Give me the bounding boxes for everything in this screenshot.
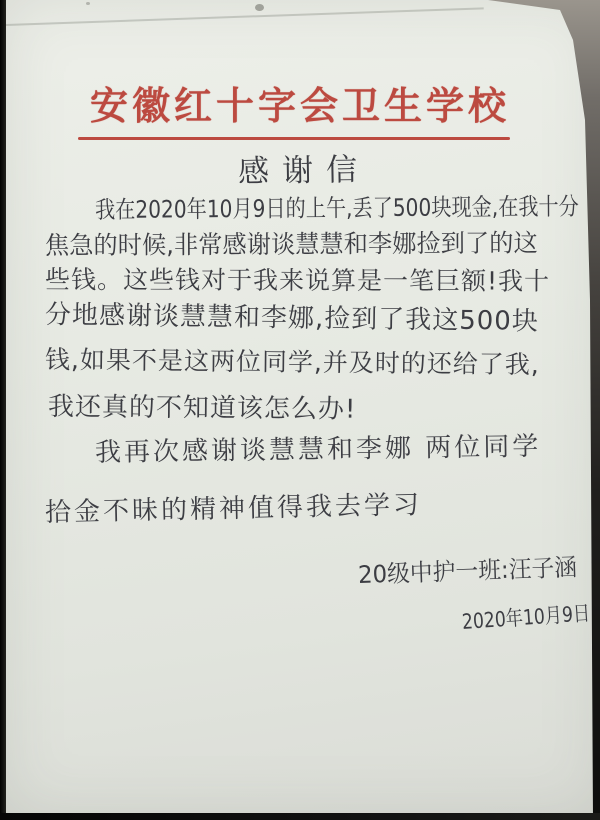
- letterhead-rule: [78, 137, 510, 140]
- handwritten-line-7: 我再次感谢谈慧慧和李娜 两位同学: [94, 431, 542, 468]
- signature: 20级中护一班:汪子涵: [357, 553, 578, 589]
- paper-speck: [255, 4, 264, 11]
- letter-paper: [6, 0, 600, 814]
- photo-background-left-edge: [0, 0, 6, 820]
- handwritten-line-2: 焦急的时候,非常感谢谈慧慧和李娜捡到了的这: [44, 228, 538, 260]
- letter-title: 感谢信: [237, 151, 371, 190]
- handwritten-line-8: 拾金不昧的精神值得我去学习: [44, 490, 423, 528]
- date: 2020年10月9日: [461, 601, 591, 634]
- school-name: 安徽红十字会卫生学校: [89, 83, 510, 128]
- handwritten-line-1: 我在2020年10月9日的上午,丢了500块现金,在我十分: [94, 192, 579, 224]
- photo-background-bottom-edge: [0, 813, 600, 820]
- paper-speck: [86, 2, 90, 5]
- handwritten-line-4: 分地感谢谈慧慧和李娜,捡到了我这500块: [44, 300, 540, 337]
- handwritten-line-3: 些钱。这些钱对于我来说算是一笔巨额!我十: [44, 265, 551, 296]
- handwritten-line-5: 钱,如果不是这两位同学,并及时的还给了我,: [44, 345, 540, 380]
- handwritten-line-6: 我还真的不知道该怎么办!: [47, 392, 357, 425]
- paper-fold-line: [6, 7, 484, 26]
